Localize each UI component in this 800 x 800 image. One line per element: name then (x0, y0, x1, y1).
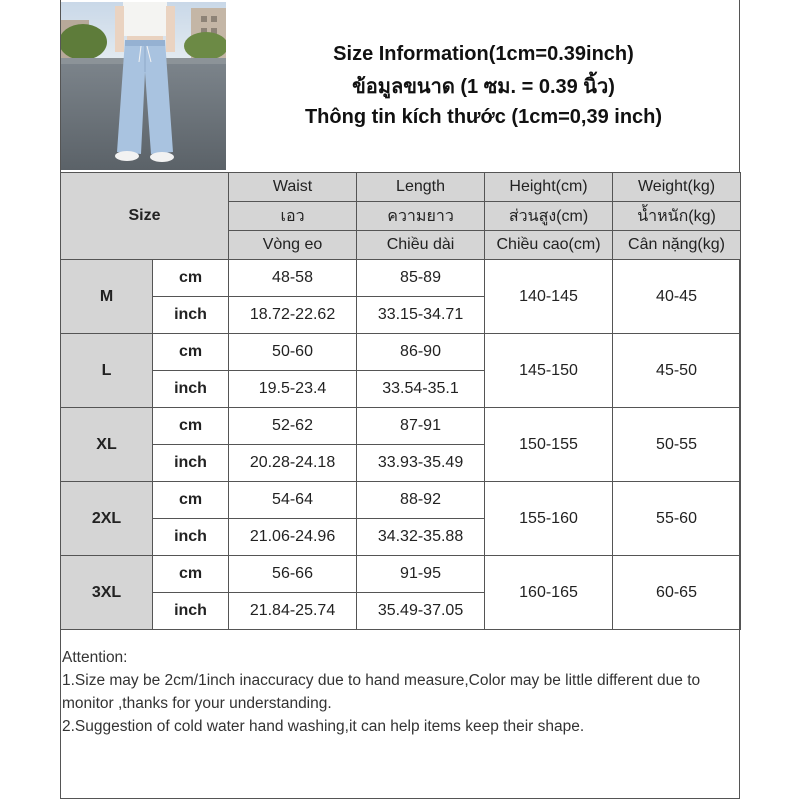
unit-cm: cm (153, 556, 229, 593)
unit-cm: cm (153, 260, 229, 297)
table-row (61, 556, 741, 593)
header-height-vi: Chiều cao(cm) (485, 231, 613, 260)
header-waist-vi: Vòng eo (229, 231, 357, 260)
weight-value: 40-45 (613, 260, 741, 334)
table-row (61, 260, 741, 297)
waist-inch-value: 21.06-24.96 (229, 519, 357, 556)
waist-inch-value: 21.84-25.74 (229, 593, 357, 630)
waist-cm-value: 50-60 (229, 334, 357, 371)
header-waist-th: เอว (229, 202, 357, 231)
attention-note-2: 2.Suggestion of cold water hand washing,it can help items keep their shape. (62, 718, 585, 735)
attention-heading: Attention: (62, 649, 128, 666)
weight-value: 60-65 (613, 556, 741, 630)
weight-value: 55-60 (613, 482, 741, 556)
size-label-xl: XL (61, 408, 153, 482)
header-weight-th: น้ำหนัก(kg) (613, 202, 741, 231)
waist-inch-value: 18.72-22.62 (229, 297, 357, 334)
length-cm-value: 87-91 (357, 408, 485, 445)
header-length-vi: Chiều dài (357, 231, 485, 260)
size-table (60, 172, 741, 630)
length-inch-value: 33.15-34.71 (357, 297, 485, 334)
length-cm-value: 91-95 (357, 556, 485, 593)
table-row (61, 482, 741, 519)
unit-inch: inch (153, 297, 229, 334)
weight-value: 50-55 (613, 408, 741, 482)
height-value: 155-160 (485, 482, 613, 556)
attention-note-1: 1.Size may be 2cm/1inch inaccuracy due to hand measure,Color may be little different due to monitor ,thanks for your understanding. (62, 672, 701, 712)
waist-cm-value: 54-64 (229, 482, 357, 519)
waist-inch-value: 19.5-23.4 (229, 371, 357, 408)
unit-cm: cm (153, 334, 229, 371)
length-inch-value: 34.32-35.88 (357, 519, 485, 556)
title-vietnamese: Thông tin kích thước (1cm=0,39 inch) (304, 106, 663, 128)
table-row (61, 334, 741, 371)
height-value: 160-165 (485, 556, 613, 630)
size-column-header: Size (61, 173, 229, 260)
weight-value: 45-50 (613, 334, 741, 408)
header-weight-en: Weight(kg) (613, 173, 741, 202)
size-info-title (228, 0, 739, 172)
length-cm-value: 86-90 (357, 334, 485, 371)
length-inch-value: 33.54-35.1 (357, 371, 485, 408)
waist-cm-value: 48-58 (229, 260, 357, 297)
waist-inch-value: 20.28-24.18 (229, 445, 357, 482)
unit-inch: inch (153, 519, 229, 556)
height-value: 150-155 (485, 408, 613, 482)
unit-inch: inch (153, 445, 229, 482)
title-english: Size Information(1cm=0.39inch) (333, 43, 634, 65)
waist-cm-value: 52-62 (229, 408, 357, 445)
header-row-english (61, 173, 741, 202)
header-height-en: Height(cm) (485, 173, 613, 202)
title-thai: ข้อมูลขนาด (1 ซม. = 0.39 นิ้ว) (352, 76, 615, 98)
length-inch-value: 33.93-35.49 (357, 445, 485, 482)
header-length-en: Length (357, 173, 485, 202)
size-label-2xl: 2XL (61, 482, 153, 556)
unit-cm: cm (153, 482, 229, 519)
length-inch-value: 35.49-37.05 (357, 593, 485, 630)
table-row (61, 408, 741, 445)
unit-inch: inch (153, 593, 229, 630)
unit-cm: cm (153, 408, 229, 445)
model-wide-leg-jeans-image (61, 2, 226, 170)
size-label-l: L (61, 334, 153, 408)
size-label-3xl: 3XL (61, 556, 153, 630)
header-waist-en: Waist (229, 173, 357, 202)
waist-cm-value: 56-66 (229, 556, 357, 593)
attention-notes (62, 646, 734, 738)
size-label-m: M (61, 260, 153, 334)
header-length-th: ความยาว (357, 202, 485, 231)
product-photo (61, 2, 226, 170)
header-weight-vi: Cân nặng(kg) (613, 231, 741, 260)
height-value: 140-145 (485, 260, 613, 334)
unit-inch: inch (153, 371, 229, 408)
length-cm-value: 88-92 (357, 482, 485, 519)
header-height-th: ส่วนสูง(cm) (485, 202, 613, 231)
length-cm-value: 85-89 (357, 260, 485, 297)
height-value: 145-150 (485, 334, 613, 408)
